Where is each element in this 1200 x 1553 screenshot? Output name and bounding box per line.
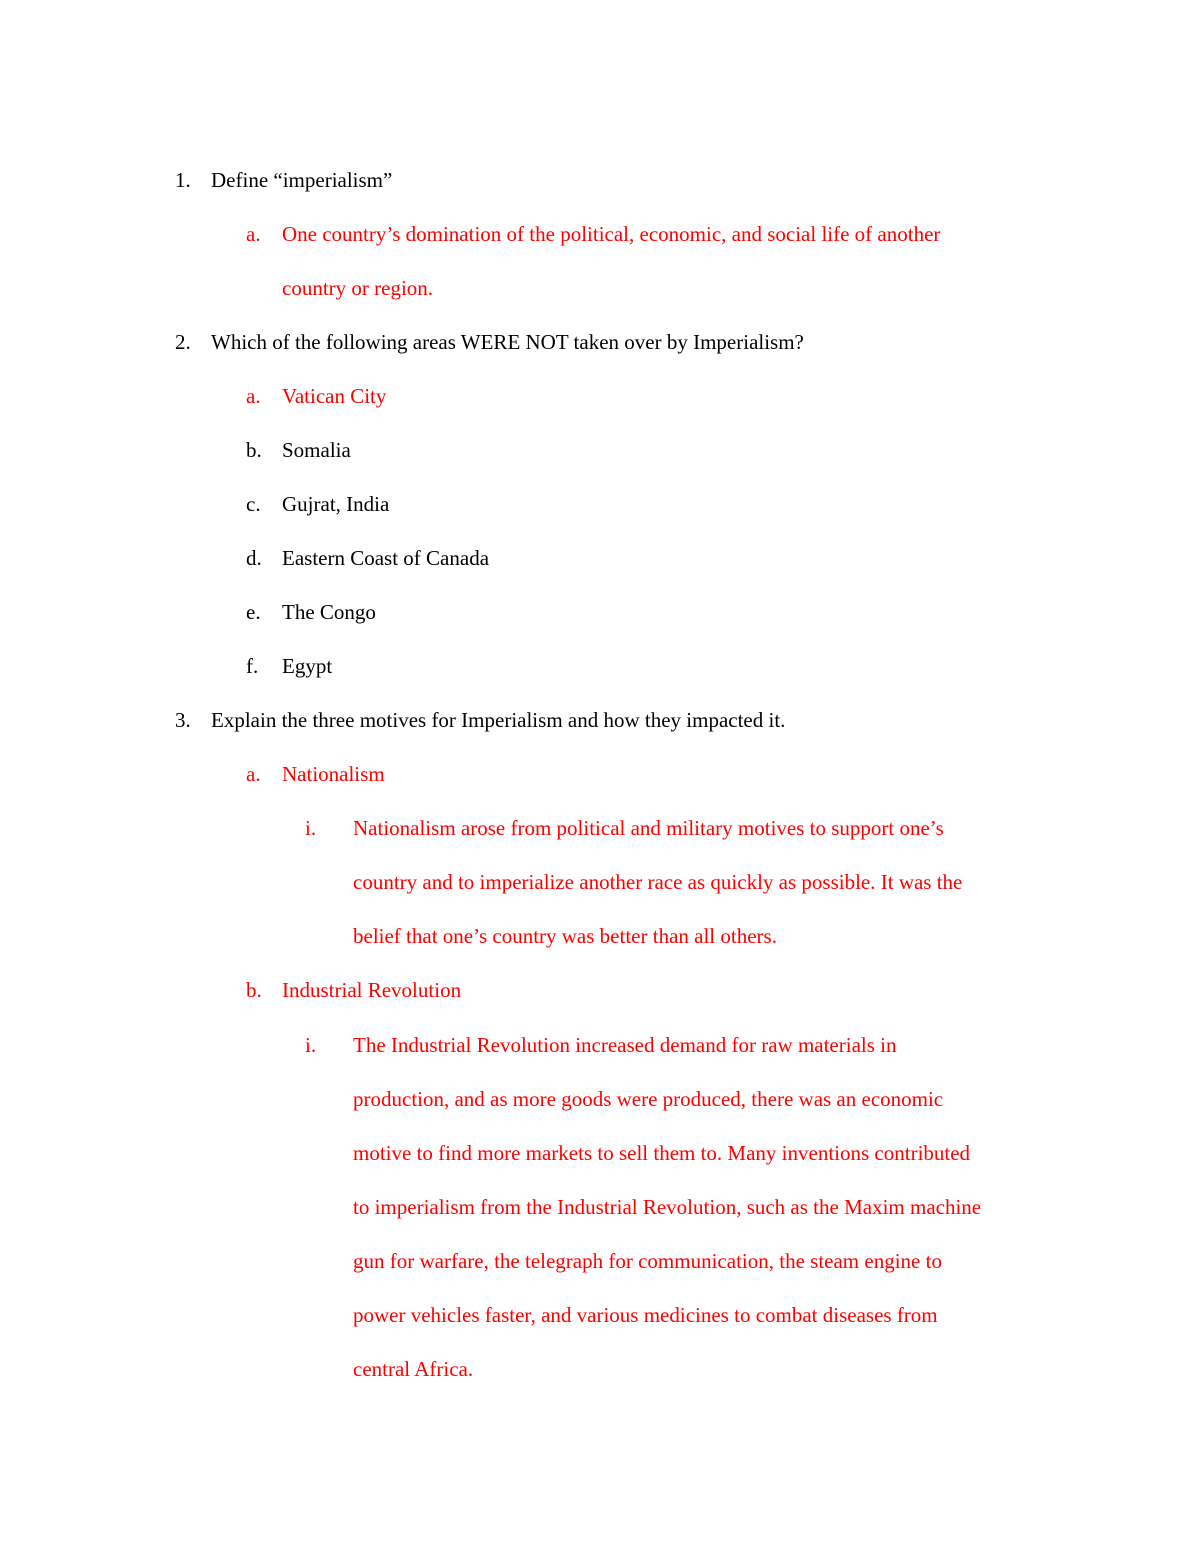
explanation-line: Nationalism arose from political and military motives to support one’s bbox=[353, 816, 944, 840]
explanation-line: central Africa. bbox=[353, 1357, 474, 1381]
item-marker: b. bbox=[246, 978, 262, 1002]
motive-title: Industrial Revolution bbox=[282, 978, 462, 1002]
question-number: 3. bbox=[175, 708, 191, 732]
item-marker: a. bbox=[246, 222, 261, 246]
item-marker: b. bbox=[246, 438, 262, 462]
item-marker: a. bbox=[246, 384, 261, 408]
option-text: Vatican City bbox=[282, 384, 387, 408]
item-marker: c. bbox=[246, 492, 261, 516]
item-marker: e. bbox=[246, 600, 261, 624]
motive-title: Nationalism bbox=[282, 762, 385, 786]
item-marker: d. bbox=[246, 546, 262, 570]
question-text: Explain the three motives for Imperialism and how they impacted it. bbox=[211, 708, 786, 732]
question-text: Which of the following areas WERE NOT taken over by Imperialism? bbox=[211, 330, 804, 354]
option-text: Egypt bbox=[282, 654, 333, 678]
question-text: Define “imperialism” bbox=[211, 168, 393, 192]
explanation-line: production, and as more goods were produced, there was an economic bbox=[353, 1087, 944, 1111]
option-text: Somalia bbox=[282, 438, 351, 462]
option-text: Gujrat, India bbox=[282, 492, 390, 516]
item-marker: f. bbox=[246, 654, 259, 678]
sub-item-marker: i. bbox=[305, 816, 317, 840]
sub-item-marker: i. bbox=[305, 1033, 317, 1057]
question-number: 1. bbox=[175, 168, 191, 192]
explanation-line: motive to find more markets to sell them to. Many inventions contributed bbox=[353, 1141, 971, 1165]
explanation-line: power vehicles faster, and various medicines to combat diseases from bbox=[353, 1303, 938, 1327]
item-marker: a. bbox=[246, 762, 261, 786]
option-text: The Congo bbox=[282, 600, 376, 624]
question-number: 2. bbox=[175, 330, 191, 354]
answer-line: One country’s domination of the political, economic, and social life of another bbox=[282, 222, 941, 246]
explanation-line: to imperialism from the Industrial Revolution, such as the Maxim machine bbox=[353, 1195, 982, 1219]
option-text: Eastern Coast of Canada bbox=[282, 546, 490, 570]
explanation-line: The Industrial Revolution increased demand for raw materials in bbox=[353, 1033, 897, 1057]
answer-line: country or region. bbox=[282, 276, 434, 300]
explanation-line: country and to imperialize another race as quickly as possible. It was the bbox=[353, 870, 963, 894]
explanation-line: belief that one’s country was better than all others. bbox=[353, 924, 777, 948]
explanation-line: gun for warfare, the telegraph for communication, the steam engine to bbox=[353, 1249, 942, 1273]
